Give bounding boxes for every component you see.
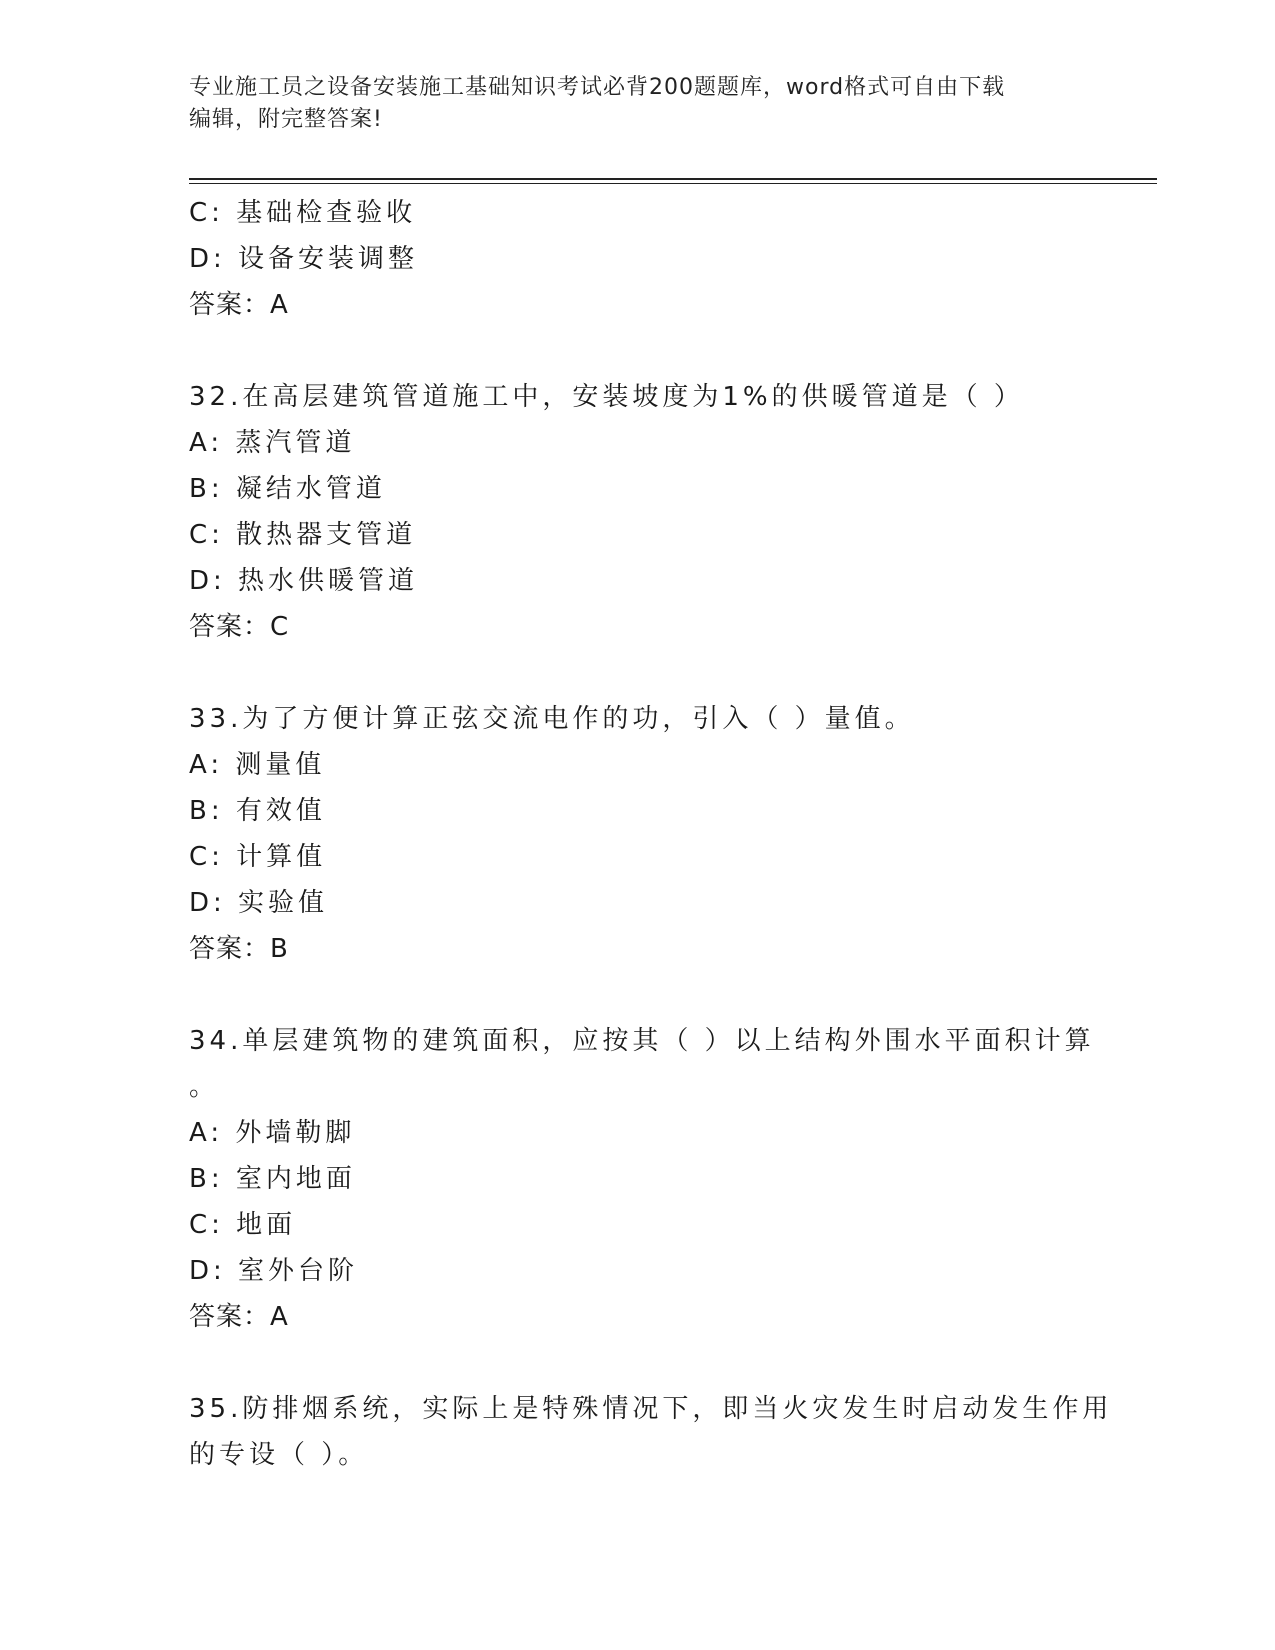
question-34-stem-line2: 。 (189, 1072, 220, 1102)
header-title-line2: 编辑，附完整答案! (189, 107, 383, 132)
header-rule-thick (189, 178, 1157, 180)
question-34-stem-line1: 34.单层建筑物的建筑面积，应按其（ ）以上结构外围水平面积计算 (189, 1026, 1095, 1056)
question-34-option-a: A: 外墙勒脚 (189, 1118, 356, 1148)
spacer (189, 1340, 1089, 1386)
question-33-option-b: B: 有效值 (189, 796, 326, 826)
question-32-option-a: A: 蒸汽管道 (189, 428, 356, 458)
document-header (189, 72, 1089, 136)
answer-line: 答案：A (189, 290, 289, 320)
question-34-answer: 答案：A (189, 1302, 289, 1332)
question-32-option-b: B: 凝结水管道 (189, 474, 386, 504)
question-33-option-c: C: 计算值 (189, 842, 327, 872)
question-32-option-d: D: 热水供暖管道 (189, 566, 419, 596)
question-32-stem: 32.在高层建筑管道施工中，安装坡度为1%的供暖管道是（ ） (189, 382, 1024, 412)
header-rule-thin (189, 183, 1157, 184)
question-33-option-d: D: 实验值 (189, 888, 329, 918)
question-35-stem-line1: 35.防排烟系统，实际上是特殊情况下，即当火灾发生时启动发生作用 (189, 1394, 1113, 1424)
question-33-answer: 答案：B (189, 934, 289, 964)
question-35-stem-line2: 的专设（ ）。 (189, 1440, 369, 1470)
question-list (189, 190, 1113, 1478)
question-33-option-a: A: 测量值 (189, 750, 326, 780)
question-32-answer: 答案：C (189, 612, 290, 642)
spacer (189, 972, 1089, 1018)
question-34-option-c: C: 地面 (189, 1210, 297, 1240)
question-34-option-b: B: 室内地面 (189, 1164, 356, 1194)
option-c: C: 基础检查验收 (189, 198, 417, 228)
option-d: D: 设备安装调整 (189, 244, 419, 274)
question-33-stem: 33.为了方便计算正弦交流电作的功，引入（ ）量值。 (189, 704, 915, 734)
question-34-option-d: D: 室外台阶 (189, 1256, 359, 1286)
question-32-option-c: C: 散热器支管道 (189, 520, 417, 550)
spacer (189, 650, 1089, 696)
spacer (189, 328, 1089, 374)
header-title-line1: 专业施工员之设备安装施工基础知识考试必背200题题库，word格式可自由下载 (189, 75, 1006, 100)
